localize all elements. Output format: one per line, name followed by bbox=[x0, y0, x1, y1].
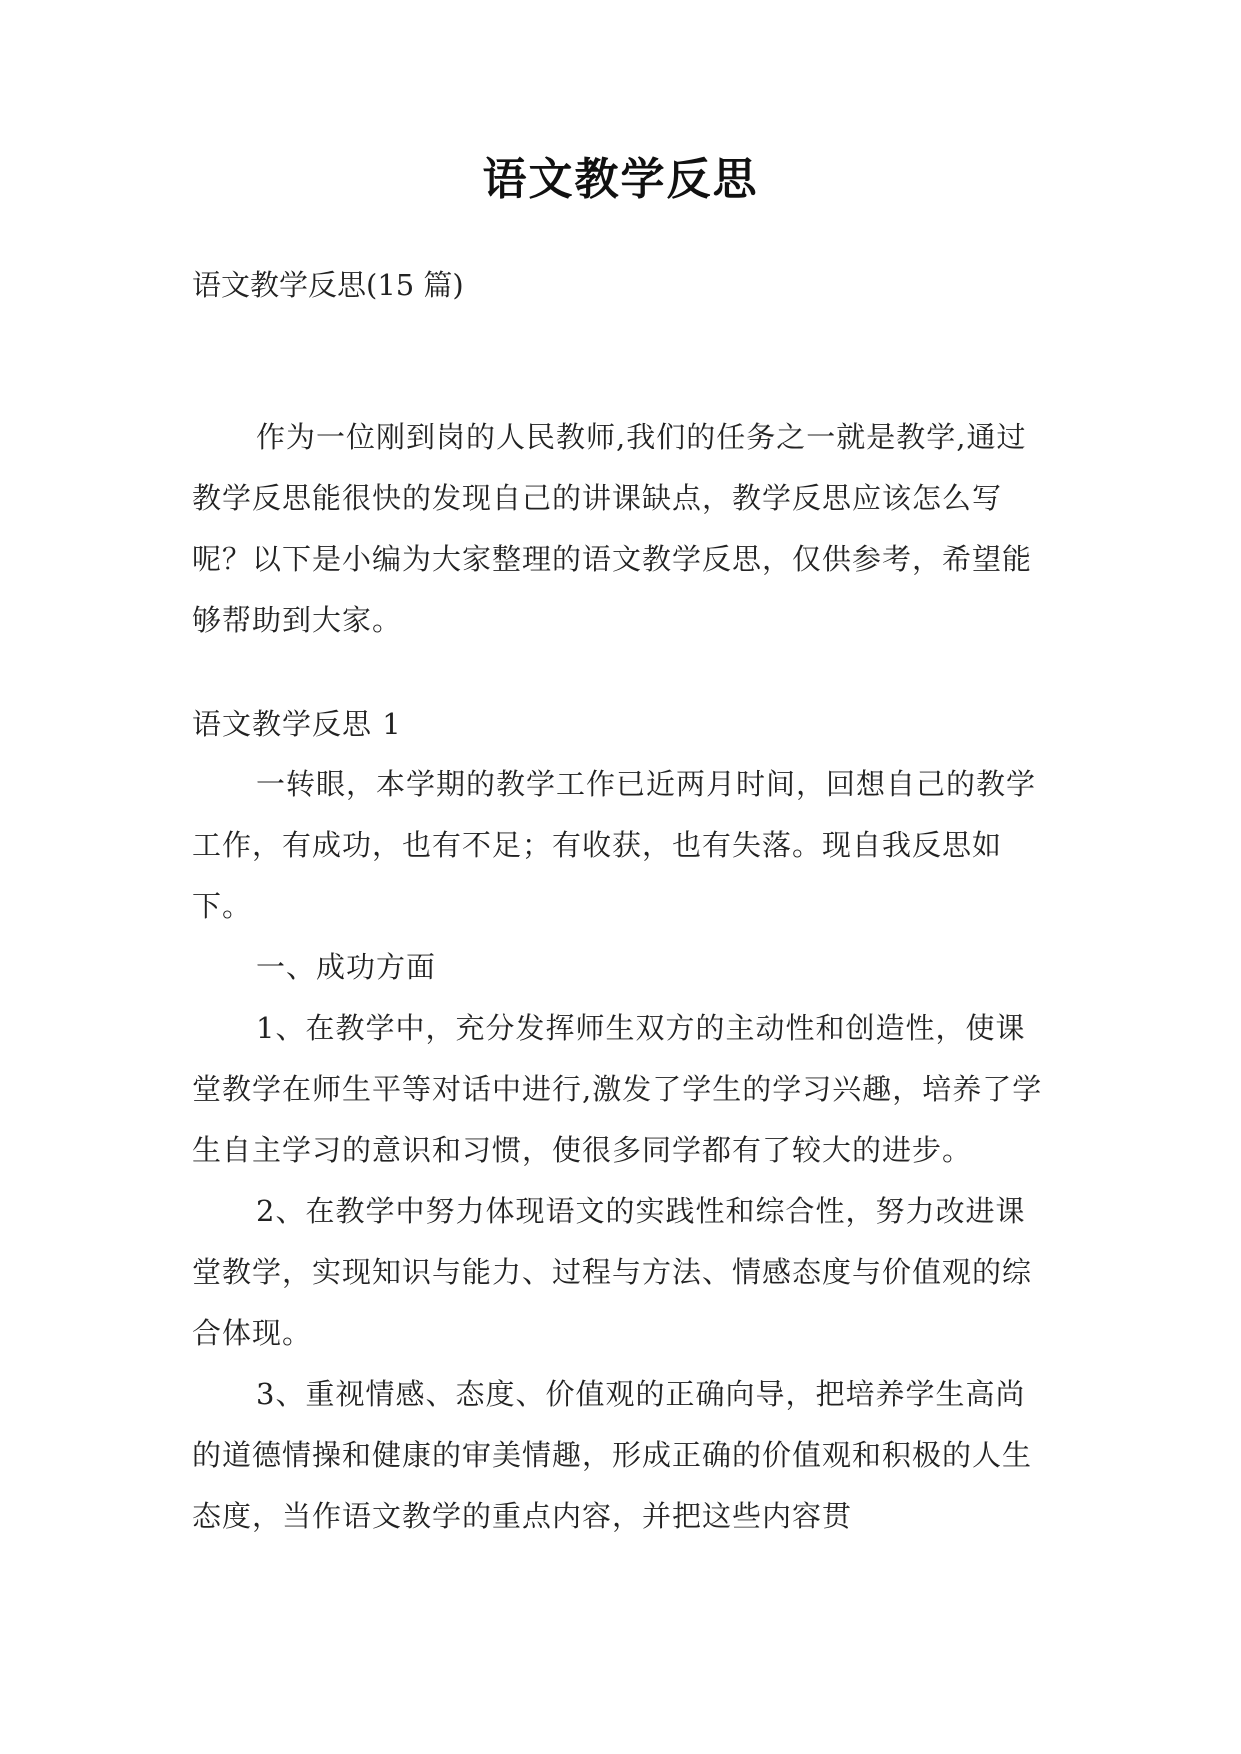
paragraph-5: 3、重视情感、态度、价值观的正确向导，把培养学生高尚的道德情操和健康的审美情趣，形成正确的价值观和积极的人生态度，当作语文教学的重点内容，并把这些内容贯 bbox=[192, 1377, 1033, 1533]
intro-paragraph: 作为一位刚到岗的人民教师,我们的任务之一就是教学,通过教学反思能很快的发现自己的讲课缺点，教学反思应该怎么写呢？以下是小编为大家整理的语文教学反思，仅供参考，希望能够帮助到大家。 bbox=[192, 420, 1033, 637]
document-title: 语文教学反思 bbox=[482, 154, 759, 205]
paragraph-3: 1、在教学中，充分发挥师生双方的主动性和创造性，使课堂教学在师生平等对话中进行,激发了学生的学习兴趣，培养了学生自主学习的意识和习惯，使很多同学都有了较大的进步。 bbox=[192, 1011, 1043, 1167]
document-subtitle: 语文教学反思(15 篇) bbox=[192, 268, 464, 302]
paragraph-2: 一、成功方面 bbox=[256, 950, 437, 984]
paragraph-1: 一转眼，本学期的教学工作已近两月时间，回想自己的教学工作，有成功，也有不足；有收获，也有失落。现自我反思如下。 bbox=[192, 767, 1037, 923]
section-heading: 语文教学反思 1 bbox=[192, 707, 402, 741]
paragraph-4: 2、在教学中努力体现语文的实践性和综合性，努力改进课堂教学，实现知识与能力、过程与方法、情感态度与价值观的综合体现。 bbox=[192, 1194, 1033, 1350]
section-body bbox=[192, 754, 1052, 1547]
